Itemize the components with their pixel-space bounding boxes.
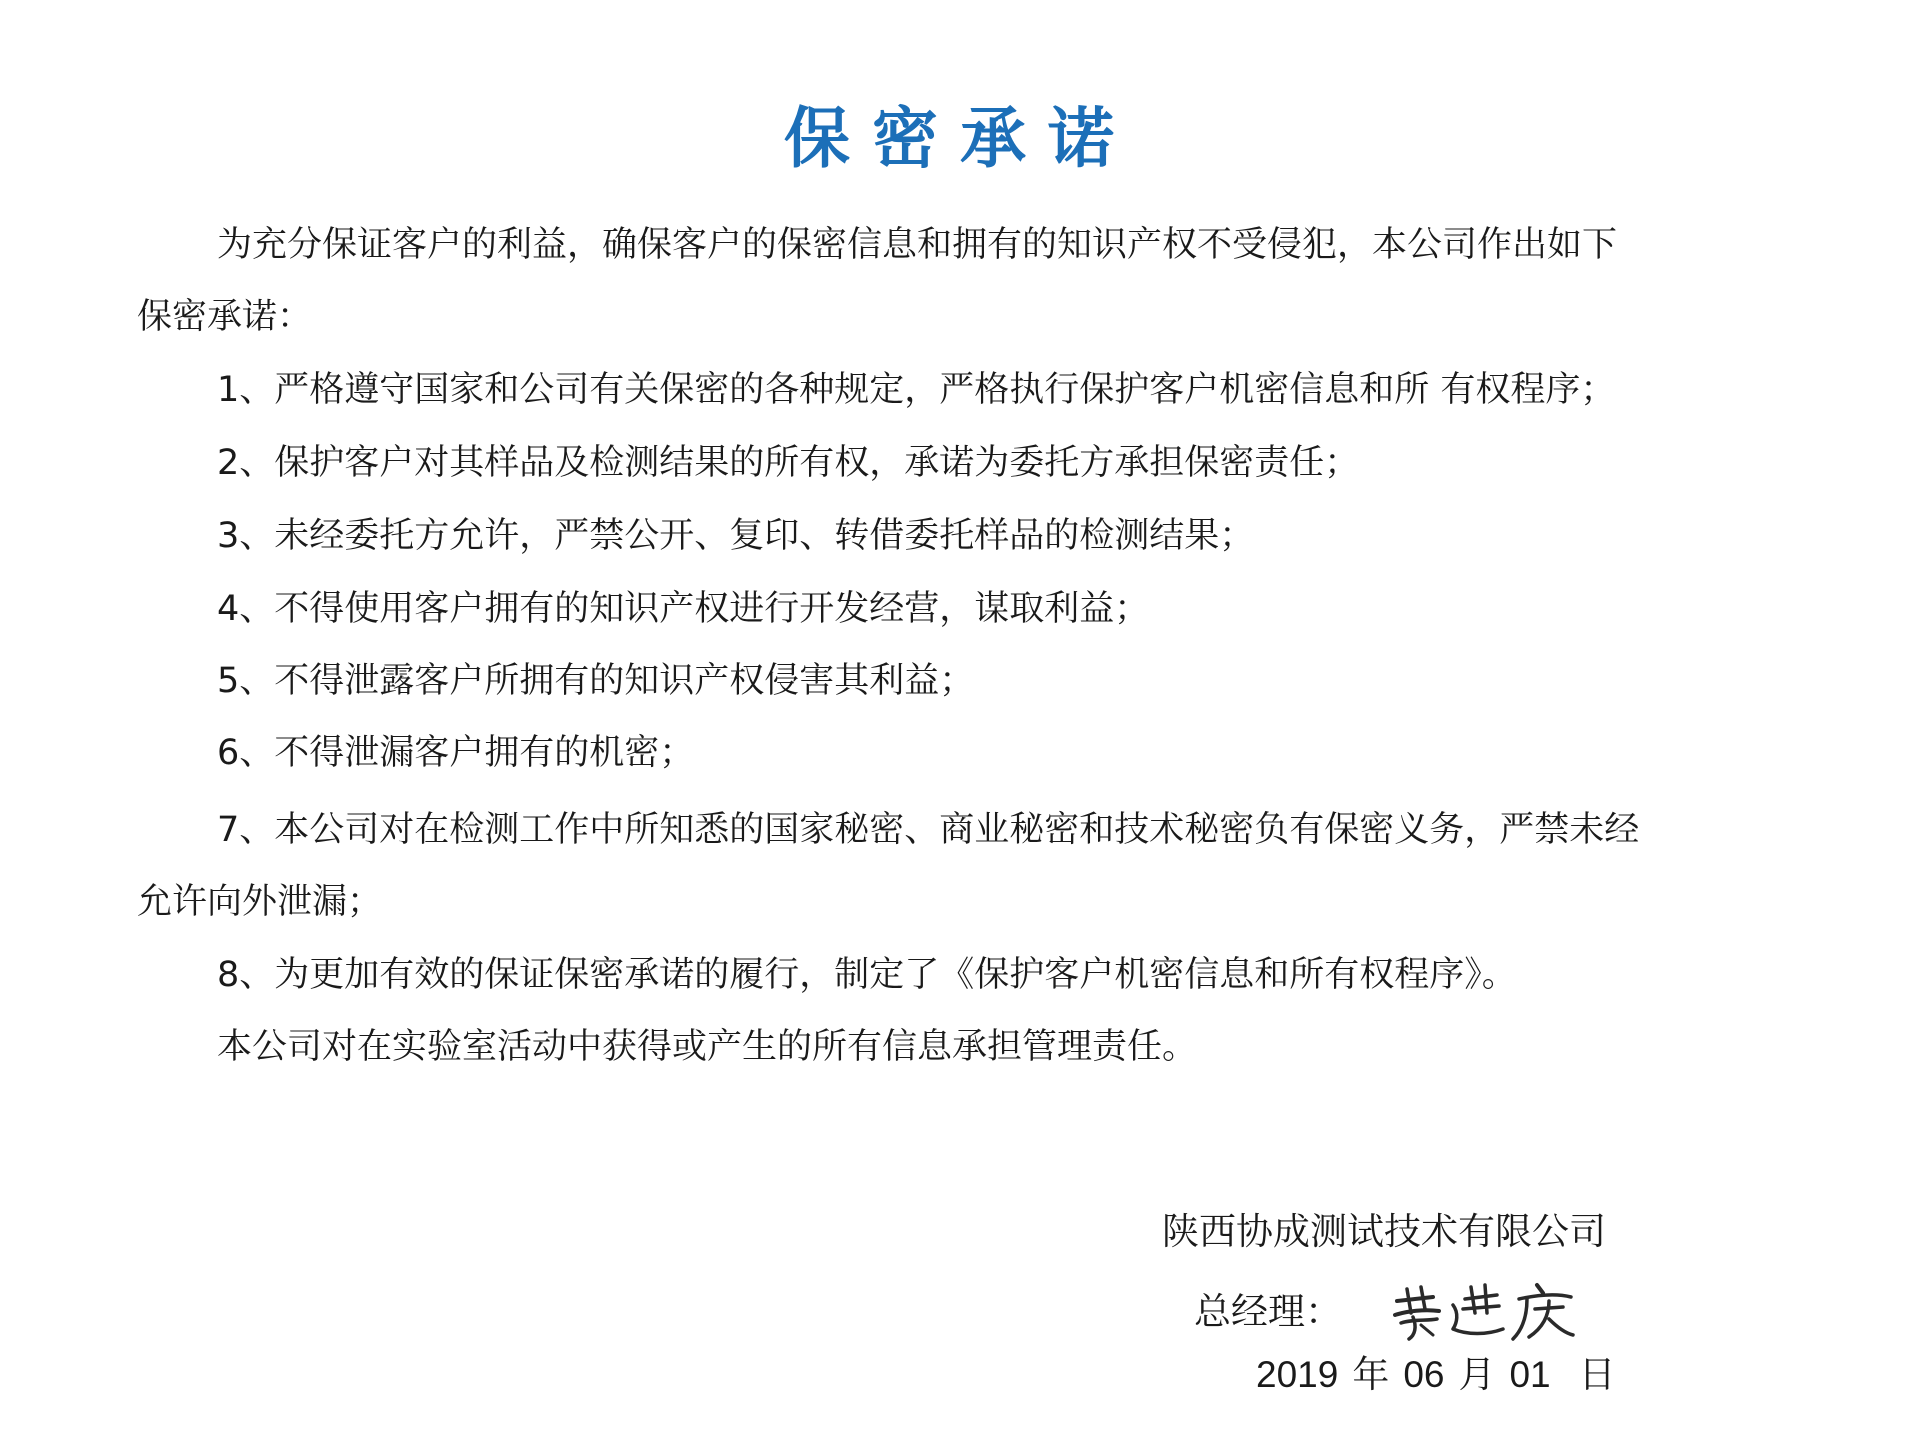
list-item-3: 3、未经委托方允许，严禁公开、复印、转借委托样品的检测结果； bbox=[217, 516, 1255, 556]
date-year: 2019 bbox=[1256, 1354, 1339, 1395]
list-item-1: 1、严格遵守国家和公司有关保密的各种规定，严格执行保护客户机密信息和所 有权程序； bbox=[217, 370, 1616, 410]
document-title: 保密承诺 bbox=[784, 99, 1136, 177]
list-item-2: 2、保护客户对其样品及检测结果的所有权，承诺为委托方承担保密责任； bbox=[217, 443, 1360, 483]
list-item-6: 6、不得泄漏客户拥有的机密； bbox=[217, 733, 695, 773]
signing-date bbox=[1256, 1353, 1616, 1397]
company-name: 陕西协成测试技术有限公司 bbox=[1162, 1210, 1606, 1253]
list-item-8: 8、为更加有效的保证保密承诺的履行，制定了《保护客户机密信息和所有权程序》。 bbox=[217, 955, 1517, 995]
date-month: 06 bbox=[1403, 1354, 1445, 1395]
general-manager-row bbox=[1194, 1279, 1577, 1339]
date-month-unit: 月 bbox=[1458, 1353, 1496, 1396]
list-item-5: 5、不得泄露客户所拥有的知识产权侵害其利益； bbox=[217, 661, 975, 701]
list-item-7-line-2: 允许向外泄漏； bbox=[137, 882, 383, 922]
closing-statement: 本公司对在实验室活动中获得或产生的所有信息承担管理责任。 bbox=[217, 1027, 1198, 1067]
general-manager-label: 总经理： bbox=[1194, 1290, 1342, 1333]
list-item-7-line-1: 7、本公司对在检测工作中所知悉的国家秘密、商业秘密和技术秘密负有保密义务，严禁未经 bbox=[217, 810, 1640, 850]
intro-paragraph-line-2: 保密承诺： bbox=[137, 297, 313, 337]
handwritten-signature bbox=[1387, 1279, 1577, 1345]
intro-paragraph-line-1: 为充分保证客户的利益，确保客户的保密信息和拥有的知识产权不受侵犯，本公司作出如下 bbox=[217, 225, 1618, 265]
date-day: 01 bbox=[1509, 1354, 1551, 1395]
date-day-unit: 日 bbox=[1578, 1353, 1616, 1396]
list-item-4: 4、不得使用客户拥有的知识产权进行开发经营，谋取利益； bbox=[217, 589, 1150, 629]
date-year-unit: 年 bbox=[1352, 1353, 1390, 1396]
